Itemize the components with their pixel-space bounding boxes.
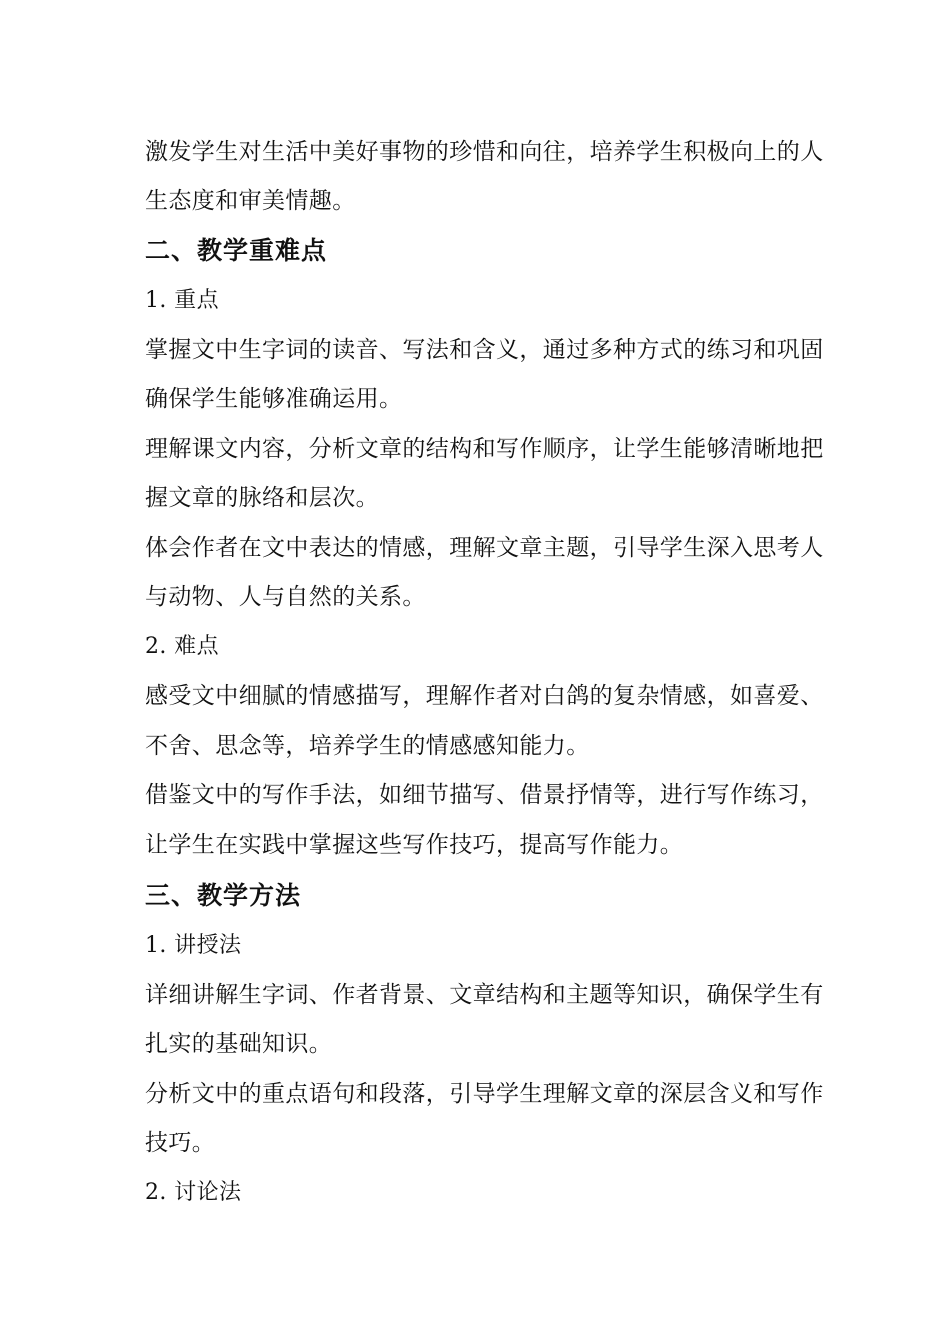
paragraph-line: 理解课文内容，分析文章的结构和写作顺序，让学生能够清晰地把 xyxy=(145,436,824,462)
paragraph-line: 扎实的基础知识。 xyxy=(145,1031,333,1057)
paragraph-line: 掌握文中生字词的读音、写法和含义，通过多种方式的练习和巩固 xyxy=(145,337,824,363)
paragraph-line: 确保学生能够准确运用。 xyxy=(145,386,403,412)
paragraph-line: 技巧。 xyxy=(145,1130,216,1156)
subsection-label: 2. 讨论法 xyxy=(145,1180,242,1205)
paragraph-line: 与动物、人与自然的关系。 xyxy=(145,584,426,610)
subsection-label: 2. 难点 xyxy=(145,634,219,659)
section-heading: 二、教学重难点 xyxy=(145,236,328,265)
paragraph-line: 体会作者在文中表达的情感，理解文章主题，引导学生深入思考人 xyxy=(145,535,824,561)
paragraph-line: 不舍、思念等，培养学生的情感感知能力。 xyxy=(145,733,590,759)
paragraph-line: 详细讲解生字词、作者背景、文章结构和主题等知识，确保学生有 xyxy=(145,982,824,1008)
paragraph-line: 握文章的脉络和层次。 xyxy=(145,485,379,511)
paragraph-line: 感受文中细腻的情感描写，理解作者对白鸽的复杂情感，如喜爱、 xyxy=(145,683,824,709)
paragraph-line: 借鉴文中的写作手法，如细节描写、借景抒情等，进行写作练习， xyxy=(145,782,824,808)
paragraph-line: 生态度和审美情趣。 xyxy=(145,188,356,214)
section-heading: 三、教学方法 xyxy=(145,881,302,910)
subsection-label: 1. 重点 xyxy=(145,288,219,313)
paragraph-line: 让学生在实践中掌握这些写作技巧，提高写作能力。 xyxy=(145,832,684,858)
paragraph-line: 激发学生对生活中美好事物的珍惜和向往，培养学生积极向上的人 xyxy=(145,139,824,165)
subsection-label: 1. 讲授法 xyxy=(145,933,242,958)
paragraph-line: 分析文中的重点语句和段落，引导学生理解文章的深层含义和写作 xyxy=(145,1081,824,1107)
